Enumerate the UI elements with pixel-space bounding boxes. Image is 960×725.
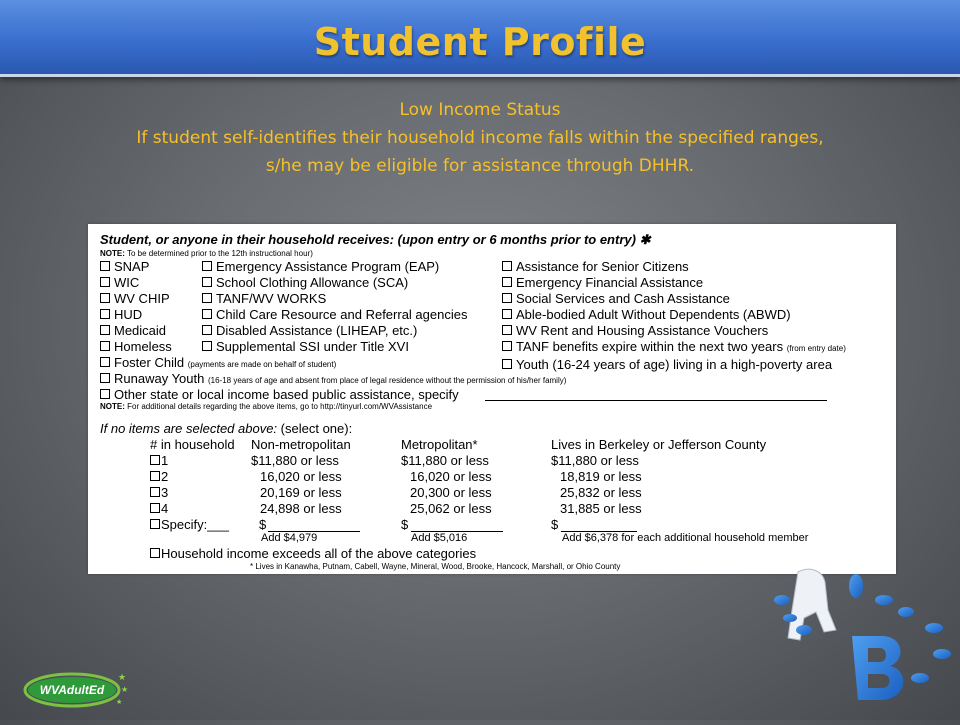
table-row[interactable] — [150, 485, 229, 501]
checkbox-item[interactable] — [100, 339, 172, 355]
checkbox-icon[interactable] — [202, 261, 212, 271]
checkbox-item[interactable] — [202, 307, 467, 323]
header-berkeley: Lives in Berkeley or Jefferson County — [551, 437, 767, 452]
note-1-label: NOTE: — [100, 249, 125, 258]
add-nonmetro: Add $4,979 — [261, 532, 318, 544]
header-metro: Metropolitan* — [401, 437, 478, 452]
foster-item[interactable] — [100, 355, 336, 370]
column-1 — [100, 259, 172, 355]
wvadulted-logo — [22, 666, 132, 715]
foster-label: Foster Child — [114, 355, 185, 370]
checkbox-item[interactable] — [502, 259, 846, 275]
footnote: * Lives in Kanawha, Putnam, Cabell, Wayne, Mineral, Wood, Brooke, Hancock, Marshall, or Ohio County — [250, 562, 621, 571]
note-2 — [100, 402, 432, 411]
form-heading — [100, 232, 650, 248]
checkbox-icon[interactable] — [502, 359, 512, 369]
checkbox-item[interactable] — [202, 275, 467, 291]
household-value: 4 — [161, 501, 169, 516]
checkbox-label: Child Care Resource and Referral agencies — [216, 307, 468, 322]
checkbox-label: SNAP — [114, 259, 150, 274]
household-value: 3 — [161, 485, 169, 500]
checkbox-icon[interactable] — [202, 309, 212, 319]
income-form-image — [88, 224, 896, 574]
checkbox-label: Able-bodied Adult Without Dependents (ABWD) — [516, 307, 791, 322]
checkbox-item[interactable] — [100, 307, 172, 323]
metro-value: $11,880 or less — [401, 453, 489, 468]
decorative-figure — [770, 560, 960, 725]
header-nonmetro: Non-metropolitan — [251, 437, 351, 452]
runaway-label: Runaway Youth — [114, 371, 205, 386]
svg-text:★: ★ — [121, 685, 129, 694]
svg-text:★: ★ — [118, 673, 127, 683]
checkbox-item[interactable] — [202, 339, 467, 355]
checkbox-label: Medicaid — [114, 323, 167, 338]
checkbox-icon[interactable] — [100, 389, 110, 399]
checkbox-icon[interactable] — [502, 277, 512, 287]
specify-line[interactable] — [485, 400, 827, 401]
checkbox-item[interactable] — [502, 307, 846, 323]
asterisk-icon: ✱ — [639, 232, 651, 247]
checkbox-icon[interactable] — [150, 548, 160, 558]
checkbox-icon[interactable] — [100, 293, 110, 303]
nonmetro-value: 20,169 or less — [260, 485, 342, 500]
table-row[interactable] — [150, 453, 229, 469]
checkbox-label: HUD — [114, 307, 143, 322]
checkbox-item[interactable] — [502, 291, 846, 307]
other-item[interactable] — [100, 387, 459, 402]
add-berkeley: Add $6,378 for each additional household member — [562, 532, 809, 544]
if-none-text: If no items are selected above: — [100, 421, 278, 436]
other-label: Other state or local income based public assistance, specify — [114, 387, 459, 402]
checkbox-label: Assistance for Senior Citizens — [516, 259, 689, 274]
checkbox-item[interactable] — [202, 259, 467, 275]
checkbox-label: WV Rent and Housing Assistance Vouchers — [516, 323, 769, 338]
note-1-text: To be determined prior to the 12th instructional hour) — [126, 249, 313, 258]
checkbox-label: WV CHIP — [114, 291, 170, 306]
checkbox-item[interactable] — [502, 275, 846, 291]
svg-text:★: ★ — [116, 698, 123, 706]
checkbox-item[interactable] — [100, 259, 172, 275]
metro-value: 25,062 or less — [410, 501, 492, 516]
note-2-text: For additional details regarding the above items, go to http://tinyurl.com/WVAssistance — [127, 402, 433, 411]
checkbox-icon[interactable] — [100, 357, 110, 367]
checkbox-icon[interactable] — [150, 487, 160, 497]
select-one-text: (select one): — [280, 421, 353, 436]
berkeley-column — [551, 453, 642, 533]
runaway-item[interactable] — [100, 371, 566, 386]
subtitle — [40, 96, 920, 180]
checkbox-item[interactable] — [502, 323, 846, 339]
logo-swoosh-icon — [22, 666, 132, 710]
household-value: 1 — [161, 453, 169, 468]
checkbox-label: Emergency Financial Assistance — [516, 275, 704, 290]
checkbox-item[interactable] — [202, 323, 467, 339]
checkbox-label: School Clothing Allowance (SCA) — [216, 275, 409, 290]
header-household: # in household — [150, 437, 235, 452]
subtitle-line-1: Low Income Status — [399, 100, 561, 120]
checkbox-icon[interactable] — [150, 519, 160, 529]
figure-b-icon — [770, 560, 960, 720]
checkbox-icon[interactable] — [502, 293, 512, 303]
checkbox-icon[interactable] — [100, 373, 110, 383]
checkbox-label: TANF/WV WORKS — [216, 291, 327, 306]
checkbox-icon[interactable] — [100, 341, 110, 351]
checkbox-label: TANF benefits expire within the next two years — [516, 339, 784, 354]
berkeley-value: 25,832 or less — [560, 485, 642, 500]
nonmetro-column — [251, 453, 342, 533]
checkbox-icon[interactable] — [150, 455, 160, 465]
checkbox-label: Social Services and Cash Assistance — [516, 291, 730, 306]
add-metro: Add $5,016 — [411, 532, 468, 544]
metro-value: 16,020 or less — [410, 469, 492, 484]
specify-label: Specify:___ — [161, 517, 229, 532]
metro-value: 20,300 or less — [410, 485, 492, 500]
checkbox-icon[interactable] — [502, 325, 512, 335]
household-column — [150, 453, 229, 533]
column-2 — [202, 259, 467, 355]
nonmetro-value: 16,020 or less — [260, 469, 342, 484]
checkbox-icon[interactable] — [202, 325, 212, 335]
table-row[interactable] — [150, 469, 229, 485]
checkbox-icon[interactable] — [100, 261, 110, 271]
nonmetro-value: 24,898 or less — [260, 501, 342, 516]
berkeley-dollar: $ — [551, 517, 559, 532]
table-row[interactable] — [150, 517, 229, 533]
checkbox-icon[interactable] — [502, 341, 512, 351]
checkbox-icon[interactable] — [150, 503, 160, 513]
checkbox-icon[interactable] — [202, 341, 212, 351]
column-3 — [502, 259, 846, 373]
checkbox-icon[interactable] — [150, 471, 160, 481]
metro-column — [401, 453, 492, 533]
runaway-note: (16-18 years of age and absent from place of legal residence without the permission of his/her family) — [207, 376, 567, 385]
checkbox-icon[interactable] — [100, 325, 110, 335]
metro-dollar: $ — [401, 517, 409, 532]
subtitle-line-3: s/he may be eligible for assistance through DHHR. — [265, 156, 695, 176]
form-heading-text: Student, or anyone in their household receives: (upon entry or 6 months prior to entry) — [100, 232, 636, 247]
checkbox-icon[interactable] — [100, 309, 110, 319]
checkbox-item[interactable] — [202, 291, 467, 307]
nonmetro-value: $11,880 or less — [251, 453, 339, 468]
checkbox-icon[interactable] — [502, 261, 512, 271]
household-value: 2 — [161, 469, 169, 484]
berkeley-value: 31,885 or less — [560, 501, 642, 516]
checkbox-label: Youth (16-24 years of age) living in a high-poverty area — [516, 357, 833, 372]
checkbox-label: Disabled Assistance (LIHEAP, etc.) — [216, 323, 418, 338]
checkbox-label: WIC — [114, 275, 140, 290]
note-2-label: NOTE: — [100, 402, 125, 411]
tanf-note: (from entry date) — [786, 344, 846, 353]
berkeley-value: $11,880 or less — [551, 453, 639, 468]
checkbox-label: Homeless — [114, 339, 172, 354]
checkbox-item[interactable] — [100, 323, 172, 339]
berkeley-value: 18,819 or less — [560, 469, 642, 484]
checkbox-label: Emergency Assistance Program (EAP) — [216, 259, 440, 274]
checkbox-item[interactable] — [100, 275, 172, 291]
checkbox-label: Supplemental SSI under Title XVI — [216, 339, 409, 354]
subtitle-line-2: If student self-identifies their household income falls within the specified ranges, — [136, 128, 824, 148]
checkbox-item[interactable] — [502, 339, 846, 357]
checkbox-icon[interactable] — [100, 277, 110, 287]
checkbox-icon[interactable] — [202, 293, 212, 303]
checkbox-icon[interactable] — [502, 309, 512, 319]
exceeds-label: Household income exceeds all of the above categories — [161, 546, 477, 561]
slide-title: Student Profile — [313, 20, 647, 64]
note-1 — [100, 249, 313, 258]
foster-note: (payments are made on behalf of student) — [187, 360, 337, 369]
logo-text: WVAdultEd — [39, 683, 105, 697]
checkbox-item[interactable] — [100, 291, 172, 307]
checkbox-icon[interactable] — [202, 277, 212, 287]
nonmetro-dollar: $ — [259, 517, 267, 532]
exceeds-item[interactable] — [150, 546, 476, 561]
table-row[interactable] — [150, 501, 229, 517]
if-none-heading — [100, 421, 352, 436]
